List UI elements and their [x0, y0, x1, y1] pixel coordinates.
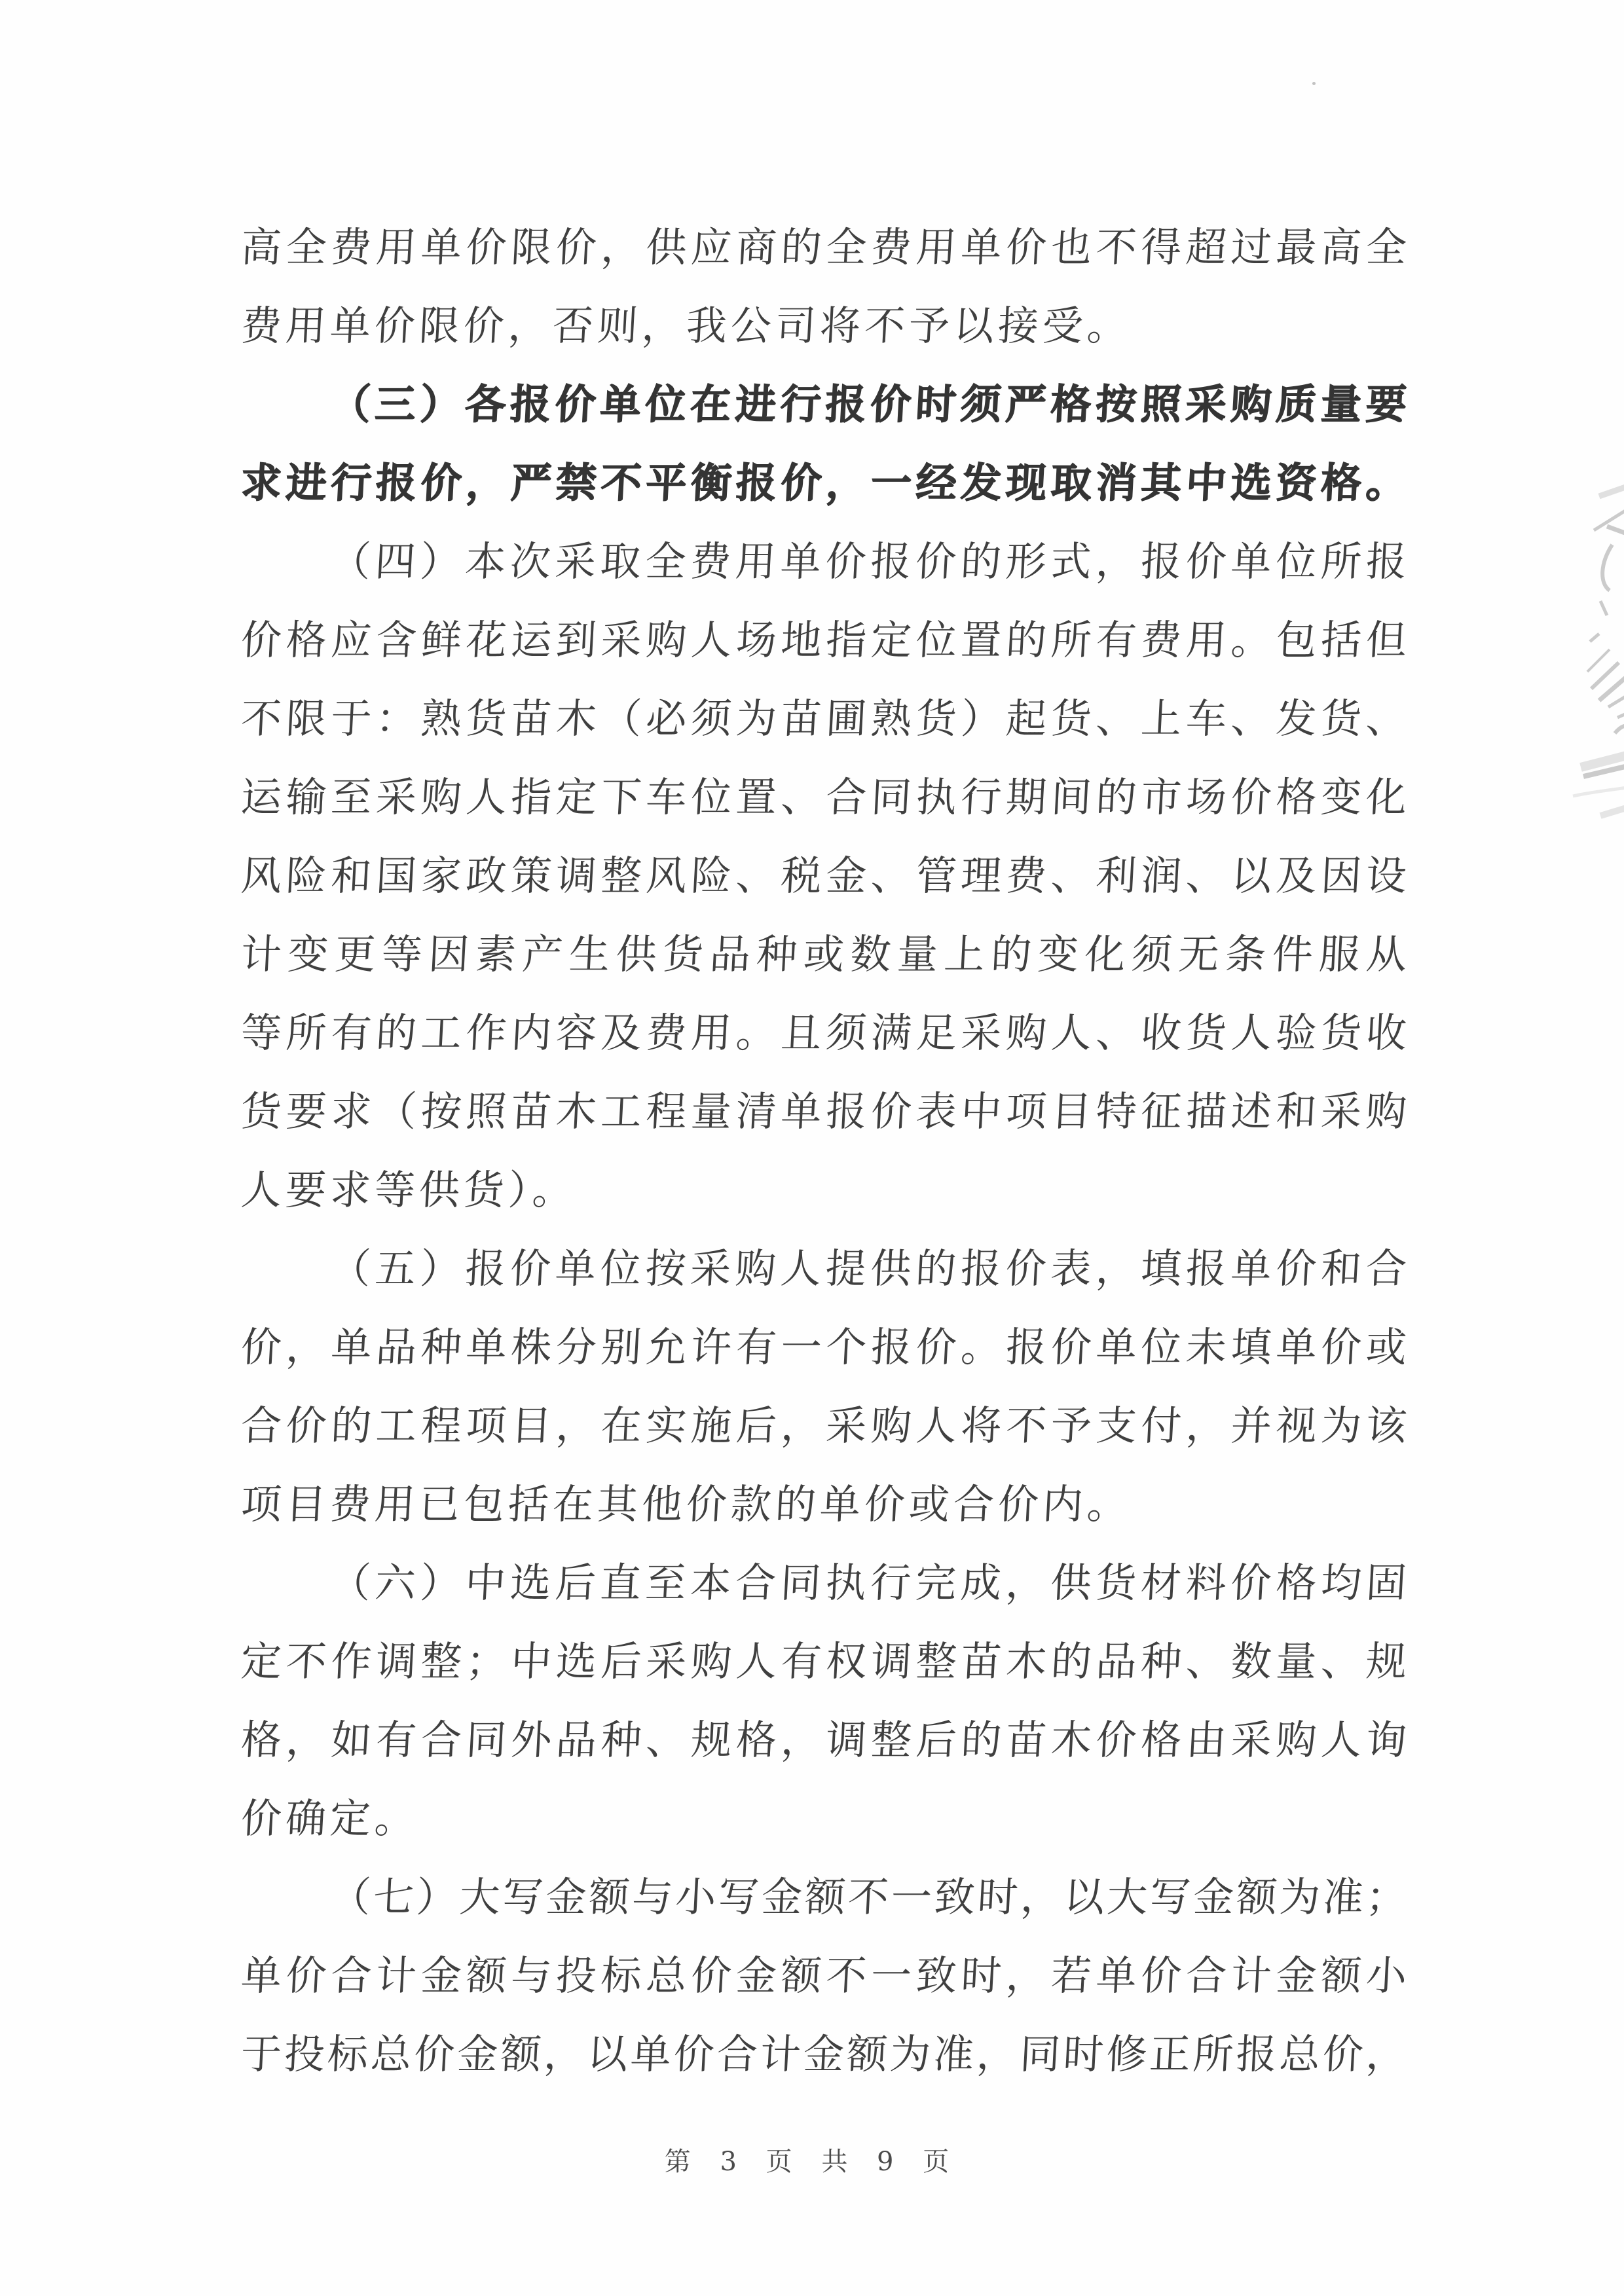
text-line: 人要求等供货）。: [240, 1166, 578, 1214]
text-line: 货要求（按照苗木工程量清单报价表中项目特征描述和采购: [240, 1087, 1408, 1135]
text-line: 费用单价限价，否则，我公司将不予以接受。: [240, 302, 1133, 350]
text-line: （五）报价单位按采购人提供的报价表，填报单价和合: [329, 1245, 1408, 1292]
text-line: 价格应含鲜花运到采购人场地指定位置的所有费用。包括但: [240, 616, 1408, 664]
text-line: 不限于：熟货苗木（必须为苗圃熟货）起货、上车、发货、: [240, 695, 1408, 742]
scan-bleed-artifact: [1561, 484, 1624, 825]
text-line: 定不作调整；中选后采购人有权调整苗木的品种、数量、规: [240, 1637, 1408, 1685]
document-body: [241, 208, 1407, 2094]
text-line: 价，单品种单株分别允许有一个报价。报价单位未填单价或: [240, 1323, 1408, 1371]
text-line: 价确定。: [240, 1795, 420, 1842]
text-line: 合价的工程项目，在实施后，采购人将不予支付，并视为该: [240, 1402, 1408, 1449]
text-line: 高全费用单价限价，供应商的全费用单价也不得超过最高全: [240, 223, 1408, 271]
text-line: 项目费用已包括在其他价款的单价或合价内。: [240, 1480, 1133, 1528]
text-line: 格，如有合同外品种、规格，调整后的苗木价格由采购人询: [240, 1716, 1408, 1764]
text-line: 等所有的工作内容及费用。且须满足采购人、收货人验货收: [240, 1009, 1408, 1057]
page-number-footer: 第 3 页 共 9 页: [664, 2147, 960, 2177]
text-line: （六）中选后直至本合同执行完成，供货材料价格均固: [329, 1559, 1408, 1607]
text-line: （四）本次采取全费用单价报价的形式，报价单位所报: [329, 538, 1408, 585]
text-line: 计变更等因素产生供货品种或数量上的变化须无条件服从: [240, 930, 1408, 978]
text-line: 运输至采购人指定下车位置、合同执行期间的市场价格变化: [240, 773, 1408, 821]
text-line: 单价合计金额与投标总价金额不一致时，若单价合计金额小: [240, 1952, 1408, 1999]
text-line: （三）各报价单位在进行报价时须严格按照采购质量要: [329, 380, 1408, 428]
text-line: 于投标总价金额，以单价合计金额为准，同时修正所报总价，: [240, 2030, 1408, 2078]
scan-speck: [1312, 82, 1316, 85]
text-line: （七）大写金额与小写金额不一致时，以大写金额为准；: [329, 1873, 1408, 1921]
text-line: 风险和国家政策调整风险、税金、管理费、利润、以及因设: [240, 852, 1408, 900]
text-line: 求进行报价，严禁不平衡报价，一经发现取消其中选资格。: [240, 459, 1408, 507]
